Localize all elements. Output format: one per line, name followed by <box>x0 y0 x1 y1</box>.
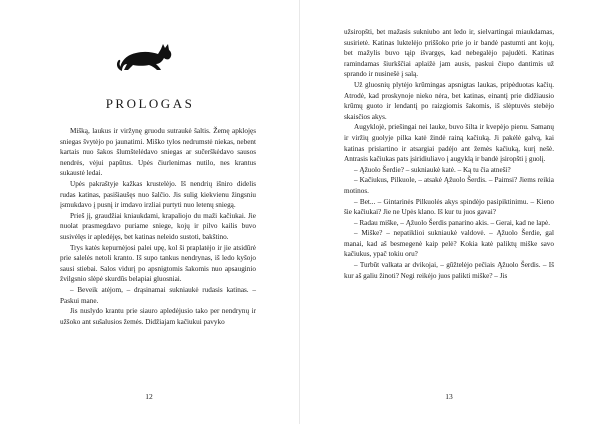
paragraph: – Ąžuolo Šerdie? – sukniaukė katė. – Ką tu čia atneši? <box>354 165 511 174</box>
paragraph: Už gluosnių plytėjo krūmingas apsnigtas laukas, pripėduotas kačių. Atrodė, kad proskynoje nieko nėra, bet katinas, einantį prie didžiausio krūmų guoto ir lendantį po raizgiomis šakomis, iš slėptuvės stebėjo skaisčios akys. <box>344 80 554 121</box>
paragraph: – Turbūt valkata ar dvikojai, – gūžtelėjo pečiais Ąžuolo Šerdis. – Iš kur aš galiu žinoti? Negi reikėjo juos palikti miške? – Jis <box>344 261 554 280</box>
cat-silhouette-icon <box>114 40 176 72</box>
paragraph: užsiropšti, bet mažasis sukniubo ant ledo ir, sielvartingai miaukdamas, susirietė. Katinas luktelėjo priššoko prie jo ir bandė pastumti ant kojų, bet mažylis buvo tąip išvargęs, kad nebegalėjo pajudėti. Katinas ramindamas šiurkščiai aplaižė jam ausis, paskui čiupo dantimis už sprando ir nusinešė į salą. <box>344 28 554 79</box>
paragraph: Mišką, laukus ir viržynę gruodu sutraukė šaltis. Žemę apklojęs sniegas švytėjo po jaunatimi. Miško tylos nedrumstė niekas, nebent kartais nuo šakos šlumštelėdavo sniegas ar sučerškėdavo sausos nendrės, vėjui papūtus. Upės čiurlenimas nutilo, nes krantus sukaustė ledai. <box>60 127 256 178</box>
paragraph: – Beveik atėjom, – drąsinamai sukniaukė rudasis katinas. – Paskui mane. <box>60 285 256 305</box>
paragraph: Upės pakraštyje kažkas krustelėjo. Iš nendrių išniro didelis rudas katinas, pasišiaušęs nuo šalčio. Jis sulig kiekvienu žingsniu įsmukdavo į pusnį ir imdavo irzliai purtyti nuo letenų sniegą. <box>60 179 256 210</box>
chapter-title: PROLOGAS <box>105 96 195 111</box>
paragraph: – Bet... – Gintarinės Pilkuolės akys spindėjo pasipiktinimu. – Kieno šie kačiukai? Jie ne Upės klano. Iš kur tu juos gavai? <box>344 197 554 217</box>
paragraph: Augyklojė, priešingai nei lauke, buvo šilta ir kvepėjo pienu. Samanų ir viržių guolyje pilka katė žindė rainą kačiuką. Ji pakėlė galvą, kai katinas prisiartino ir atsargiai padėjo ant žemės kačiuką, kurį nešė. Antrasis kačiukas pats įsiridiuliavo į augyklą ir bandė įsiropšti į guolį. <box>344 123 554 164</box>
page-number: 12 <box>145 392 153 401</box>
paragraph: – Kačiukus, Pilkuole, – atsakė Ąžuolo Šerdis. – Paimsi? Jiems reikia motinos. <box>344 176 554 195</box>
paragraph: Trys katės kepurnėjosi palei upę, kol ši praplatėjo ir jie atsidūrė prie salelės netoli kranto. Iš supo tankus nendrynas, iš ledo kyšojo sausi stiebai. Salos vidurį po apsnigtomis šakomis nuo apsauginio žvilgsnio slėpė skurdūs belapiai gluosniai. <box>60 243 256 284</box>
paragraph: Jis nuslydo krantu prie siauro apledėjusio tako per nendrynų ir užšoko ant sušalusios žemės. Didžiajam kačiukui pavyko <box>60 307 256 326</box>
right-page-body <box>344 27 554 281</box>
paragraph: – Radau miške, – Ąžuolo Šerdis panarino akis. – Gerai, kad ne lapė. <box>354 218 551 227</box>
right-page <box>300 0 600 424</box>
page-number: 13 <box>445 392 453 401</box>
paragraph: – Miške? – nepatiklioi sukniaukė valdovė. – Ąžuolo Šerdie, gal manai, kad aš besmegenė kaip pelė? Kokia katė paliktų miške savo kačiukus, ypač tokiu oru? <box>344 229 554 259</box>
paragraph: Prieš jį, graudžiai kniaukdami, krapaliojo du maži kačiukai. Jie nuolat prasmegdavo puriame sniege, kojų ir pilvo kailis buvo susivėlęs ir apledėjęs, bet katinas neleido sustoti, bakštino. <box>60 211 256 241</box>
left-page-body <box>60 126 256 327</box>
